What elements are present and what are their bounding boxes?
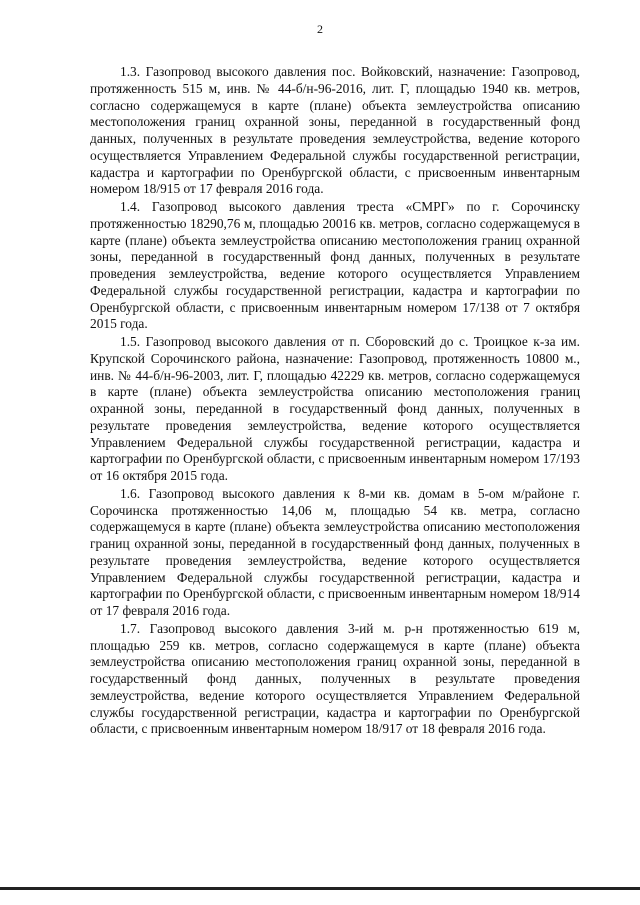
paragraph-1-3: 1.3. Газопровод высокого давления пос. Войковский, назначение: Газопровод, протяженность 515 м, инв. № 44-б/н-96-2016, лит. Г, площадью 1940 кв. метров, согласно содержащемуся в карте (плане) объекта землеустройства описанию местоположения границ охранной зоны, переданной в государственный фонд данных, полученных в результате проведения землеустройства, ведение которого осуществляется Управлением Федеральной службы государственной регистрации, кадастра и картографии по Оренбургской области, с присвоенным инвентарным номером 18/915 от 17 февраля 2016 года. <box>90 64 580 197</box>
paragraph-1-7: 1.7. Газопровод высокого давления 3-ий м. р-н протяженностью 619 м, площадью 259 кв. метров, согласно содержащемуся в карте (плане) объекта землеустройства описанию местоположения границ охранной зоны, переданной в государственный фонд данных, полученных в результате проведения землеустройства, ведение которого осуществляется Управлением Федеральной службы государственной регистрации, кадастра и картографии по Оренбургской области, с присвоенным инвентарным номером 18/917 от 18 февраля 2016 года. <box>90 620 580 737</box>
page-number: 2 <box>317 22 323 36</box>
paragraph-1-5: 1.5. Газопровод высокого давления от п. Сборовский до с. Троицкое к-за им. Крупской Сорочинского района, назначение: Газопровод, протяженность 10800 м., инв. № 44-б/н-96-2003, лит. Г, площадью 42229 кв. метров, согласно содержащемуся в карте (плане) объекта землеустройства описанию местоположения границ охранной зоны, переданной в государственный фонд данных, полученных в результате проведения землеустройства, ведение которого осуществляется Управлением Федеральной службы государственной регистрации, кадастра и картографии по Оренбургской области, с присвоенным инвентарным номером 17/193 от 16 октября 2015 года. <box>90 334 580 483</box>
paragraph-1-4: 1.4. Газопровод высокого давления треста «СМРГ» по г. Сорочинску протяженностью 18290,76 м, площадью 20016 кв. метров, согласно содержащемуся в карте (плане) объекта землеустройства описанию местоположения границ охранной зоны, переданной в государственный фонд данных, полученных в результате проведения землеустройства, ведение которого осуществляется Управлением Федеральной службы государственной регистрации, кадастра и картографии по Оренбургской области, с присвоенным инвентарным номером 17/138 от 7 октября 2015 года. <box>90 199 580 332</box>
paragraph-1-6: 1.6. Газопровод высокого давления к 8-ми кв. домам в 5-ом м/районе г. Сорочинска протяженностью 14,06 м, площадью 54 кв. метра, согласно содержащемуся в карте (плане) объекта землеустройства описанию местоположения границ охранной зоны, переданной в государственный фонд данных, полученных в результате проведения землеустройства, ведение которого осуществляется Управлением Федеральной службы государственной регистрации, кадастра и картографии по Оренбургской области, с присвоенным инвентарным номером 18/914 от 17 февраля 2016 года. <box>90 485 580 618</box>
document-body <box>90 64 580 738</box>
bottom-divider <box>0 887 640 890</box>
